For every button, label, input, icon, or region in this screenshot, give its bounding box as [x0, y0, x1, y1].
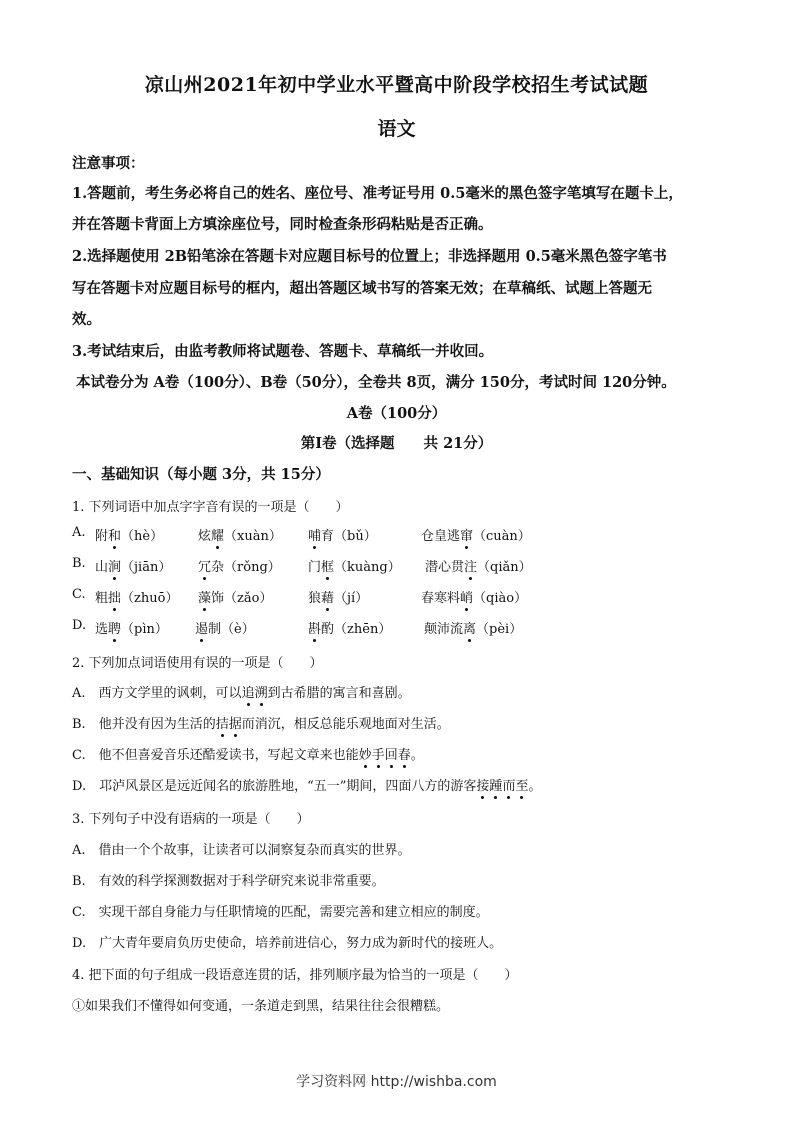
question-2-option-a: A. 西方文学里的讽刺，可以追溯到古希腊的寓言和喜剧。 [72, 682, 411, 701]
notice-line: 1.答题前，考生务必将自己的姓名、座位号、准考证号用 0.5毫米的黑色签字笔填写在题卡上， [72, 185, 683, 202]
dotted-character: 手 [372, 744, 385, 763]
volume-1-heading: 第Ⅰ卷（选择题 共 21分） [300, 435, 493, 452]
option-label: B. [72, 556, 86, 571]
option-item: 粗拙（zhuō） [95, 587, 178, 606]
option-text-tail: 而消沉，相反总能乐观地面对生活。 [241, 717, 450, 732]
option-item: 潜心贯注（qiǎn） [425, 556, 532, 575]
dotted-character: 春 [398, 744, 411, 763]
dotted-character: 接 [476, 775, 489, 794]
question-4-sentence-1: ①如果我们不懂得如何变通，一条道走到黑，结果往往会很糟糕。 [72, 999, 450, 1014]
option-item: 冗杂（rǒng） [198, 556, 281, 575]
part-a-heading: A卷（100分） [346, 405, 447, 422]
option-item: 遏制（è） [195, 618, 255, 637]
dotted-character: 踵 [489, 775, 502, 794]
option-label: D. [72, 618, 87, 633]
option-item: 选聘（pìn） [95, 618, 168, 637]
subject-title: 语文 [377, 118, 416, 140]
notice-line: 并在答题卡背面上方填涂座位号，同时检查条形码粘贴是否正确。 [72, 216, 493, 233]
option-item: 山涧（jiān） [95, 556, 171, 575]
question-3-option-d: D. 广大青年要肩负历史使命，培养前进信心，努力成为新时代的接班人。 [72, 936, 503, 951]
question-2-option-d: D. 邛泸风景区是远近闻名的旅游胜地，“五一”期间，四面八方的游客接踵而至。 [72, 775, 541, 794]
option-item: 狼藉（jí） [308, 587, 368, 606]
notice-line: 效。 [72, 311, 101, 328]
dotted-character: 妙 [359, 744, 372, 763]
dotted-character: 溯 [255, 682, 268, 701]
option-text-tail: 。 [410, 748, 424, 763]
notice-line: 2.选择题使用 2B铅笔涂在答题卡对应题目标号的位置上；非选择题用 0.5毫米黑色签字笔书 [72, 248, 667, 265]
question-3-option-a: A. 借由一个个故事，让读者可以洞察复杂而真实的世界。 [72, 843, 411, 858]
question-3-option-c: C. 实现干部自身能力与任职情境的匹配，需要完善和建立相应的制度。 [72, 905, 489, 920]
option-item: 附和（hè） [95, 525, 163, 544]
dotted-character: 至 [515, 775, 528, 794]
question-4-stem: 4. 把下面的句子组成一段语意连贯的话，排列顺序最为恰当的一项是（ ） [72, 968, 518, 983]
option-text-tail: 。 [528, 779, 542, 794]
notice-line: 3.考试结束后，由监考教师将试题卷、答题卡、草稿纸一并收回。 [72, 343, 494, 360]
option-item: 哺育（bǔ） [308, 525, 377, 544]
notice-line: 写在答题卡对应题目标号的框内，超出答题区域书写的答案无效；在草稿纸、试题上答题无 [72, 280, 652, 297]
question-3-option-b: B. 有效的科学探测数据对于科学研究来说非常重要。 [72, 874, 385, 889]
dotted-word [216, 717, 242, 732]
option-label: C. [72, 587, 86, 602]
notice-heading: 注意事项： [72, 155, 145, 172]
option-item: 藻饰（zǎo） [198, 587, 272, 606]
dotted-character: 据 [229, 713, 242, 732]
option-item: 颠沛流离（pèi） [424, 618, 522, 637]
dotted-character: 而 [502, 775, 515, 794]
section-1-heading: 一、基础知识（每小题 3分，共 15分） [72, 466, 330, 483]
option-label: A. [72, 525, 86, 540]
option-item: 春寒料峭（qiào） [421, 587, 527, 606]
question-1-stem: 1. 下列词语中加点字字音有误的一项是（ ） [72, 500, 349, 515]
dotted-word [359, 748, 411, 763]
exam-summary: 本试卷分为 A卷（100分）、B卷（50分），全卷共 8页，满分 150分，考试时间 120分钟。 [76, 374, 676, 391]
question-2-option-b: B. 他并没有因为生活的拮据而消沉，相反总能乐观地面对生活。 [72, 713, 450, 732]
option-item: 仓皇逃窜（cuàn） [421, 525, 531, 544]
option-item: 斟酌（zhēn） [308, 618, 391, 637]
exam-title: 凉山州2021年初中学业水平暨高中阶段学校招生考试试题 [144, 74, 649, 96]
option-item: 炫耀（xuàn） [198, 525, 282, 544]
dotted-character: 拮 [216, 713, 229, 732]
footer-watermark[interactable]: 学习资料网 http://wishba.com [296, 1074, 497, 1090]
question-3-stem: 3. 下列句子中没有语病的一项是（ ） [72, 812, 310, 827]
dotted-word [242, 686, 268, 701]
option-text-tail: 到古希腊的寓言和喜剧。 [267, 686, 411, 701]
dotted-word [476, 779, 528, 794]
option-item: 门框（kuàng） [308, 556, 401, 575]
dotted-character: 回 [385, 744, 398, 763]
question-2-stem: 2. 下列加点词语使用有误的一项是（ ） [72, 656, 323, 671]
question-2-option-c: C. 他不但喜爱音乐还酷爱读书，写起文章来也能妙手回春。 [72, 744, 424, 763]
dotted-character: 追 [242, 682, 255, 701]
